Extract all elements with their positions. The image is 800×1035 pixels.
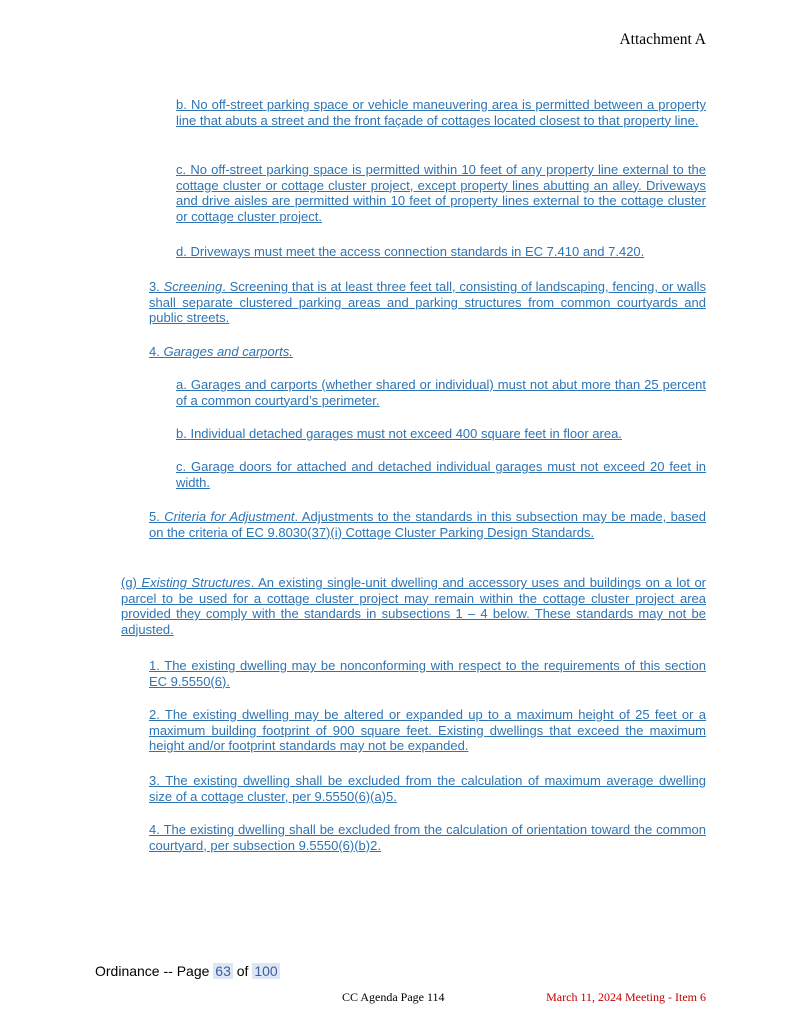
item-text: . Screening that is at least three feet tall, consisting of landscaping, fencing, or walls shall separate clustered parking areas and parking structures from common courtyards and public streets. (149, 279, 706, 325)
paragraph-4-garages (149, 344, 706, 360)
item-heading: Garages and carports. (163, 344, 293, 359)
item-lead: 3. (149, 279, 164, 294)
paragraph-4b (176, 426, 706, 442)
item-lead: 5. (149, 509, 165, 524)
item-lead: 1. (149, 658, 165, 673)
item-lead: 4. (149, 822, 164, 837)
paragraph-3-screening (149, 279, 706, 326)
item-lead: 4. (149, 344, 164, 359)
page-of: of (232, 963, 253, 979)
paragraph-g1 (149, 658, 706, 689)
agenda-page-label: CC Agenda Page 114 (342, 990, 445, 1004)
item-heading: Screening (163, 279, 223, 294)
page-number-footer (95, 963, 280, 979)
item-lead: d. (176, 244, 191, 259)
item-text: The existing dwelling may be altered or expanded up to a maximum height of 25 feet or a maximum building footprint of 900 square feet. Existing dwellings that exceed the maximum height and/or footprint standards may not be expanded. (149, 707, 707, 753)
paragraph-d (176, 244, 706, 260)
item-text: The existing dwelling shall be excluded from the calculation of maximum average dwelling size of a cottage cluster, per 9.5550(6)(a)5. (149, 773, 707, 804)
page-prefix: Ordinance -- Page (95, 963, 214, 979)
item-lead: b. (176, 97, 191, 112)
paragraph-g3 (149, 773, 706, 804)
paragraph-g2 (149, 707, 706, 754)
paragraph-g4 (149, 822, 706, 853)
item-lead: a. (176, 377, 191, 392)
item-text: Individual detached garages must not exceed 400 square feet in floor area. (190, 426, 622, 441)
attachment-label: Attachment A (619, 31, 706, 48)
paragraph-b (176, 97, 706, 128)
item-heading: Existing Structures (141, 575, 251, 590)
meeting-label: March 11, 2024 Meeting - Item 6 (546, 990, 706, 1004)
paragraph-5-criteria (149, 509, 706, 540)
paragraph-4a (176, 377, 706, 408)
item-lead: c. (176, 162, 191, 177)
item-lead: 2. (149, 707, 165, 722)
item-lead: (g) (121, 575, 142, 590)
item-text: The existing dwelling shall be excluded from the calculation of orientation toward the common courtyard, per subsection 9.5550(6)(b)2. (149, 822, 706, 853)
item-lead: 3. (149, 773, 166, 788)
total-page-number: 100 (254, 963, 278, 979)
paragraph-g-existing-structures (121, 575, 706, 637)
item-text: . An existing single-unit dwelling and accessory uses and buildings on a lot or parcel to be used for a cottage cluster project may remain within the cottage cluster project area provided they comply with the standards in subsections 1 – 4 below. These standards may not be adjusted. (121, 575, 707, 637)
paragraph-c (176, 162, 706, 224)
current-page-number: 63 (215, 963, 231, 979)
item-text: No off-street parking space or vehicle maneuvering area is permitted between a property line that abuts a street and the front façade of cottages located closest to that property line. (176, 97, 706, 128)
item-text: No off-street parking space is permitted within 10 feet of any property line external to the cottage cluster or cottage cluster project, except property lines abutting an alley. Driveways and drive aisles are permitted within 10 feet of property lines external to the cottage cluster or cottage cluster project. (176, 162, 706, 224)
item-lead: c. (176, 459, 191, 474)
item-text: Garage doors for attached and detached individual garages must not exceed 20 feet in width. (176, 459, 706, 490)
paragraph-4c (176, 459, 706, 490)
item-text: Garages and carports (whether shared or individual) must not abut more than 25 percent of a common courtyard’s perimeter. (176, 377, 706, 408)
item-heading: Criteria for Adjustment (164, 509, 295, 524)
item-lead: b. (176, 426, 191, 441)
item-text: The existing dwelling may be nonconforming with respect to the requirements of this section EC 9.5550(6). (149, 658, 707, 689)
item-text: Driveways must meet the access connection standards in EC 7.410 and 7.420. (190, 244, 645, 259)
item-text: . Adjustments to the standards in this subsection may be made, based on the criteria of EC 9.8030(37)(i) Cottage Cluster Parking Design Standards. (149, 509, 706, 540)
